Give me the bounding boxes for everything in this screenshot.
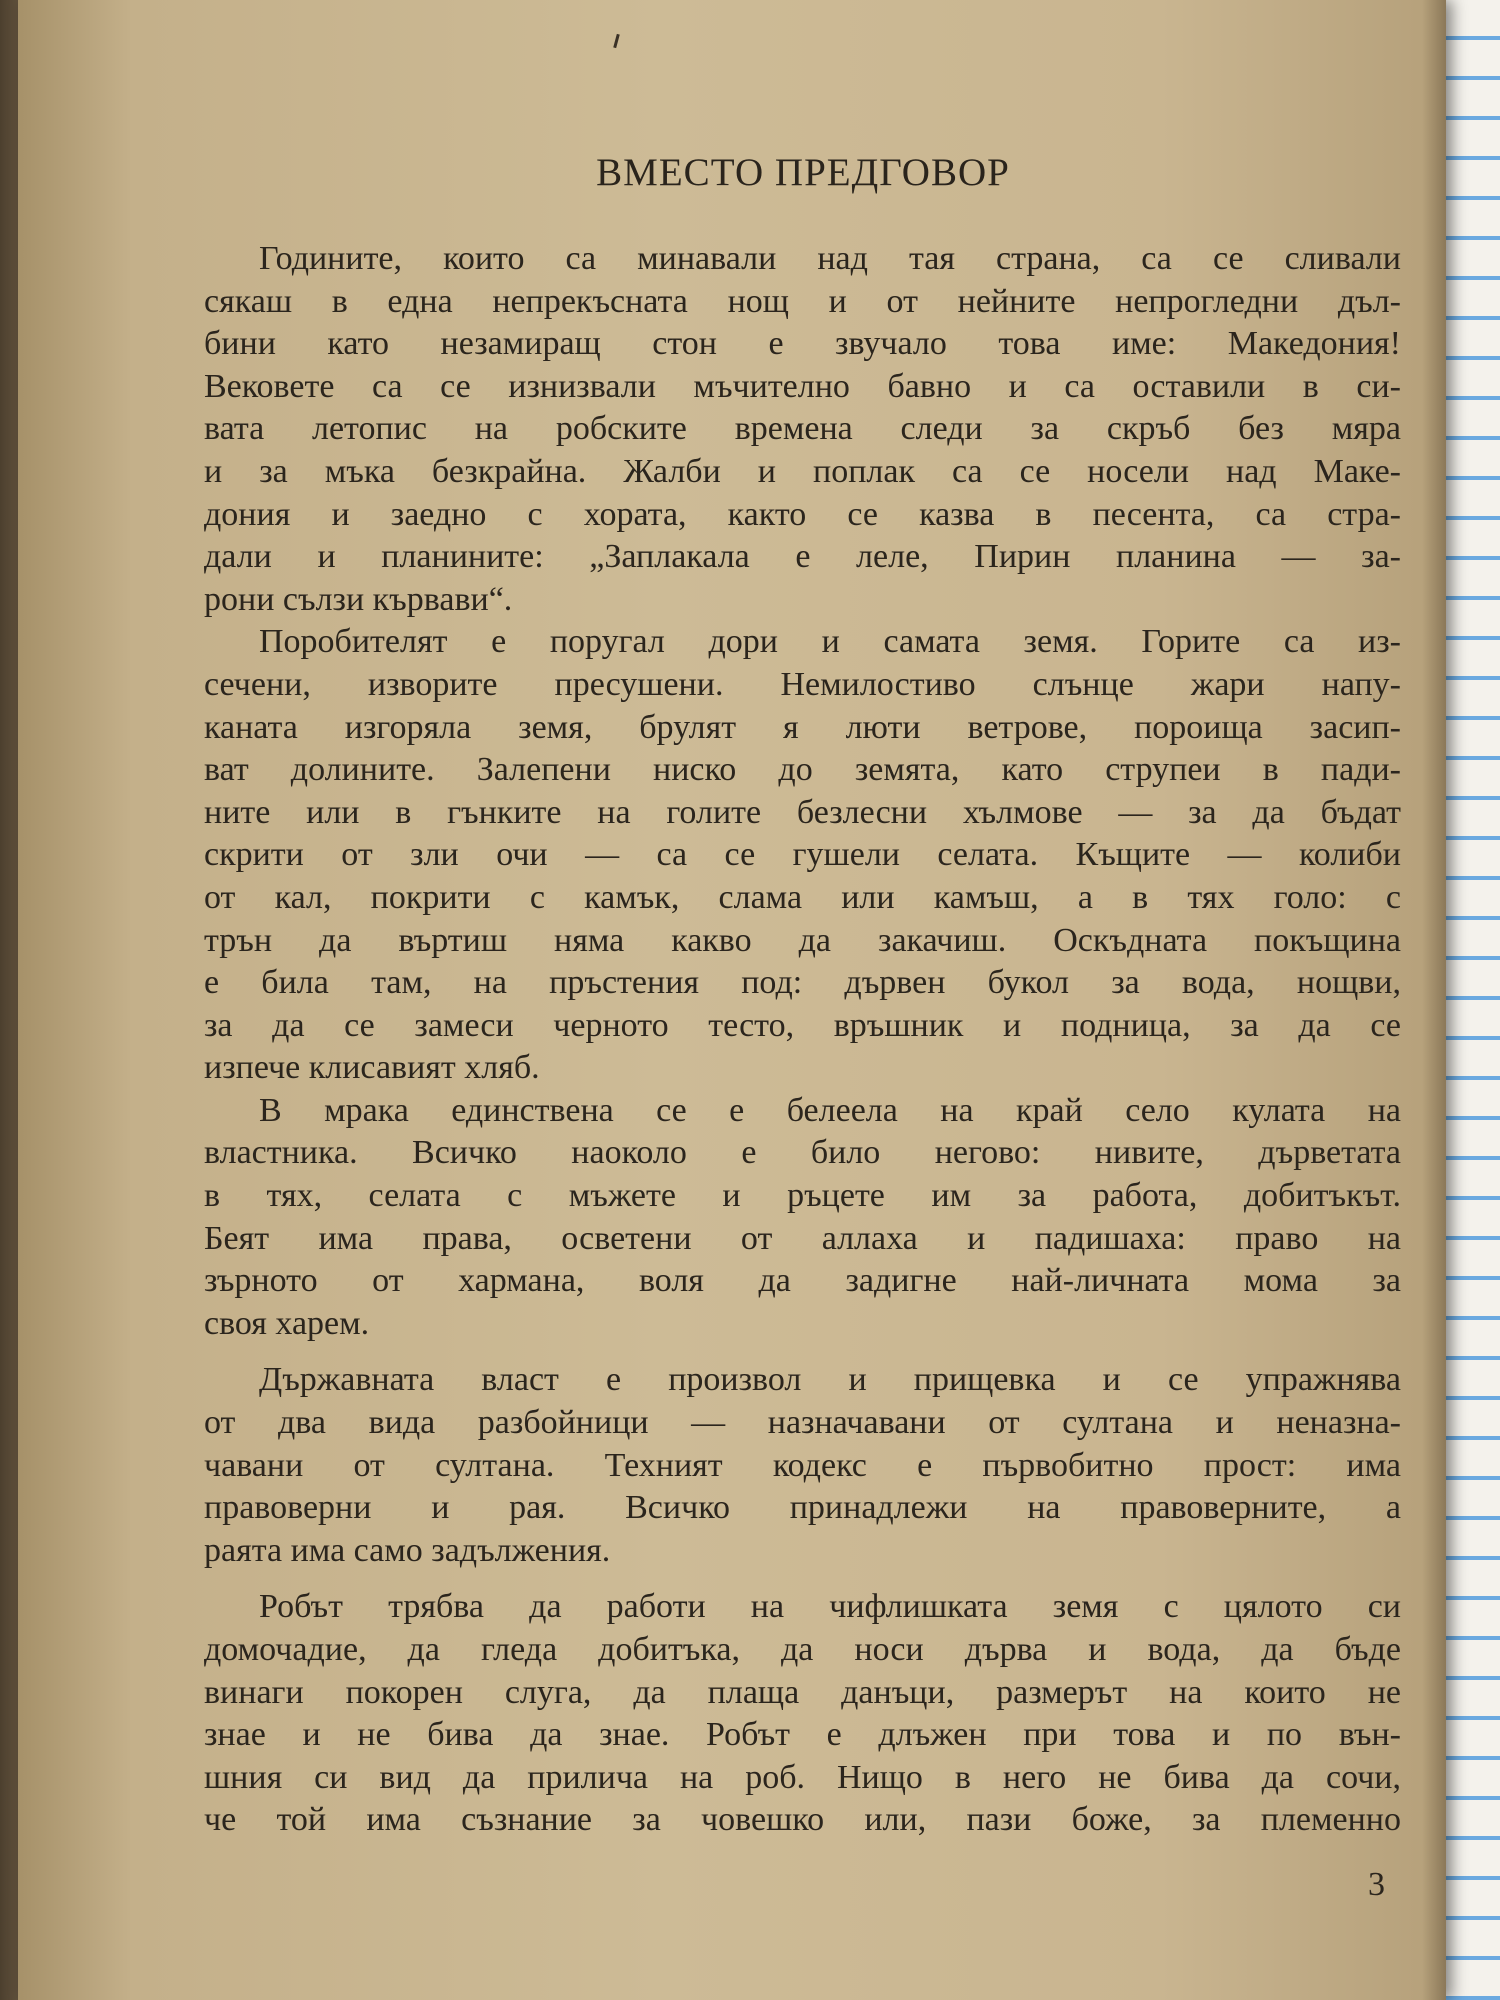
text-line: зърното от хармана, воля да задигне най-личната мома за (204, 1262, 1401, 1300)
body-text (204, 238, 1401, 1842)
text-line: Беят има права, осветени от аллаха и падишаха: право на (204, 1219, 1401, 1257)
text-line: че той има съзнание за човешко или, пази боже, за племенно (204, 1801, 1401, 1839)
text-line: знае и не бива да знае. Робът е длъжен при това и по вън- (204, 1716, 1401, 1754)
text-line: в тях, селата с мъжете и ръцете им за работа, добитъкът. (204, 1177, 1401, 1215)
text-line: трън да въртиш няма какво да закачиш. Оскъдната покъщина (204, 921, 1401, 959)
text-line: Годините, които са минавали над тая страна, са се сливали (259, 240, 1401, 277)
paragraph-3 (204, 1090, 1401, 1346)
text-line: раята има само задължения. (204, 1531, 611, 1569)
text-line: правоверни и рая. Всичко принадлежи на правоверните, а (204, 1489, 1401, 1527)
paragraph-1 (204, 238, 1401, 621)
text-line: Робът трябва да работи на чифлишката земя с цялото си (259, 1588, 1401, 1626)
text-line: за да се замеси черното тесто, връшник и подница, за да се (204, 1006, 1401, 1044)
ink-mark (613, 34, 620, 48)
text-line: вата летопис на робските времена следи за скръб без мяра (204, 410, 1401, 448)
text-line: домочадие, да гледа добитъка, да носи дърва и вода, да бъде (204, 1631, 1401, 1668)
text-line: дония и заедно с хората, както се казва в песента, са стра- (204, 495, 1401, 533)
text-line: винаги покорен слуга, да плаща данъци, размерът на които не (204, 1673, 1401, 1711)
page-title: ВМЕСТО ПРЕДГОВОР (596, 151, 1010, 194)
text-line: рони сълзи кървави“. (204, 580, 513, 618)
text-line: В мрака единствена се е белеела на край село кулата на (259, 1091, 1401, 1129)
paragraph-4 (204, 1359, 1401, 1572)
text-line: Държавната власт е произвол и прищевка и се упражнява (259, 1361, 1401, 1399)
page-number: 3 (1368, 1866, 1385, 1903)
text-line: скрити от зли очи — са се гушели селата. Къщите — колиби (204, 836, 1401, 874)
text-line: чавани от султана. Техният кодекс е първобитно прост: има (204, 1446, 1401, 1484)
text-line: сякаш в една непрекъсната нощ и от нейните непрогледни дъл- (204, 282, 1401, 320)
paragraph-5 (204, 1586, 1401, 1842)
text-line: бини като незамиращ стон е звучало това име: Македония! (204, 325, 1401, 363)
text-line: от кал, покрити с камък, слама или камъш, а в тях голо: с (204, 878, 1401, 916)
text-line: ните или в гънките на голите безлесни хълмове — за да бъдат (204, 793, 1401, 831)
text-line: Поробителят е поругал дори и самата земя. Горите са из- (259, 623, 1401, 661)
text-line: ват долините. Залепени ниско до земята, като струпеи в пади- (204, 751, 1401, 789)
text-line: шния си вид да прилича на роб. Нищо в него не бива да сочи, (204, 1758, 1401, 1796)
text-line: е била там, на пръстения под: дървен букол за вода, нощви, (204, 964, 1401, 1002)
book-page (18, 0, 1446, 2000)
text-line: каната изгоряла земя, брулят я люти ветрове, пороища засип- (204, 708, 1401, 746)
text-line: изпече клисавият хляб. (204, 1049, 540, 1087)
text-line: дали и планините: „Заплакала е леле, Пирин планина — за- (204, 538, 1401, 576)
paragraph-2 (204, 621, 1401, 1090)
text-line: от два вида разбойници — назначавани от султана и неназна- (204, 1404, 1401, 1442)
text-line: своя харем. (204, 1304, 370, 1342)
text-line: властника. Всичко наоколо е било негово: нивите, дърветата (204, 1134, 1401, 1172)
text-line: сечени, изворите пресушени. Немилостиво слънце жари напу- (204, 665, 1401, 703)
text-line: и за мъка безкрайна. Жалби и поплак са се носели над Маке- (204, 452, 1401, 490)
text-line: Вековете са се изнизвали мъчително бавно и са оставили в си- (204, 367, 1401, 405)
